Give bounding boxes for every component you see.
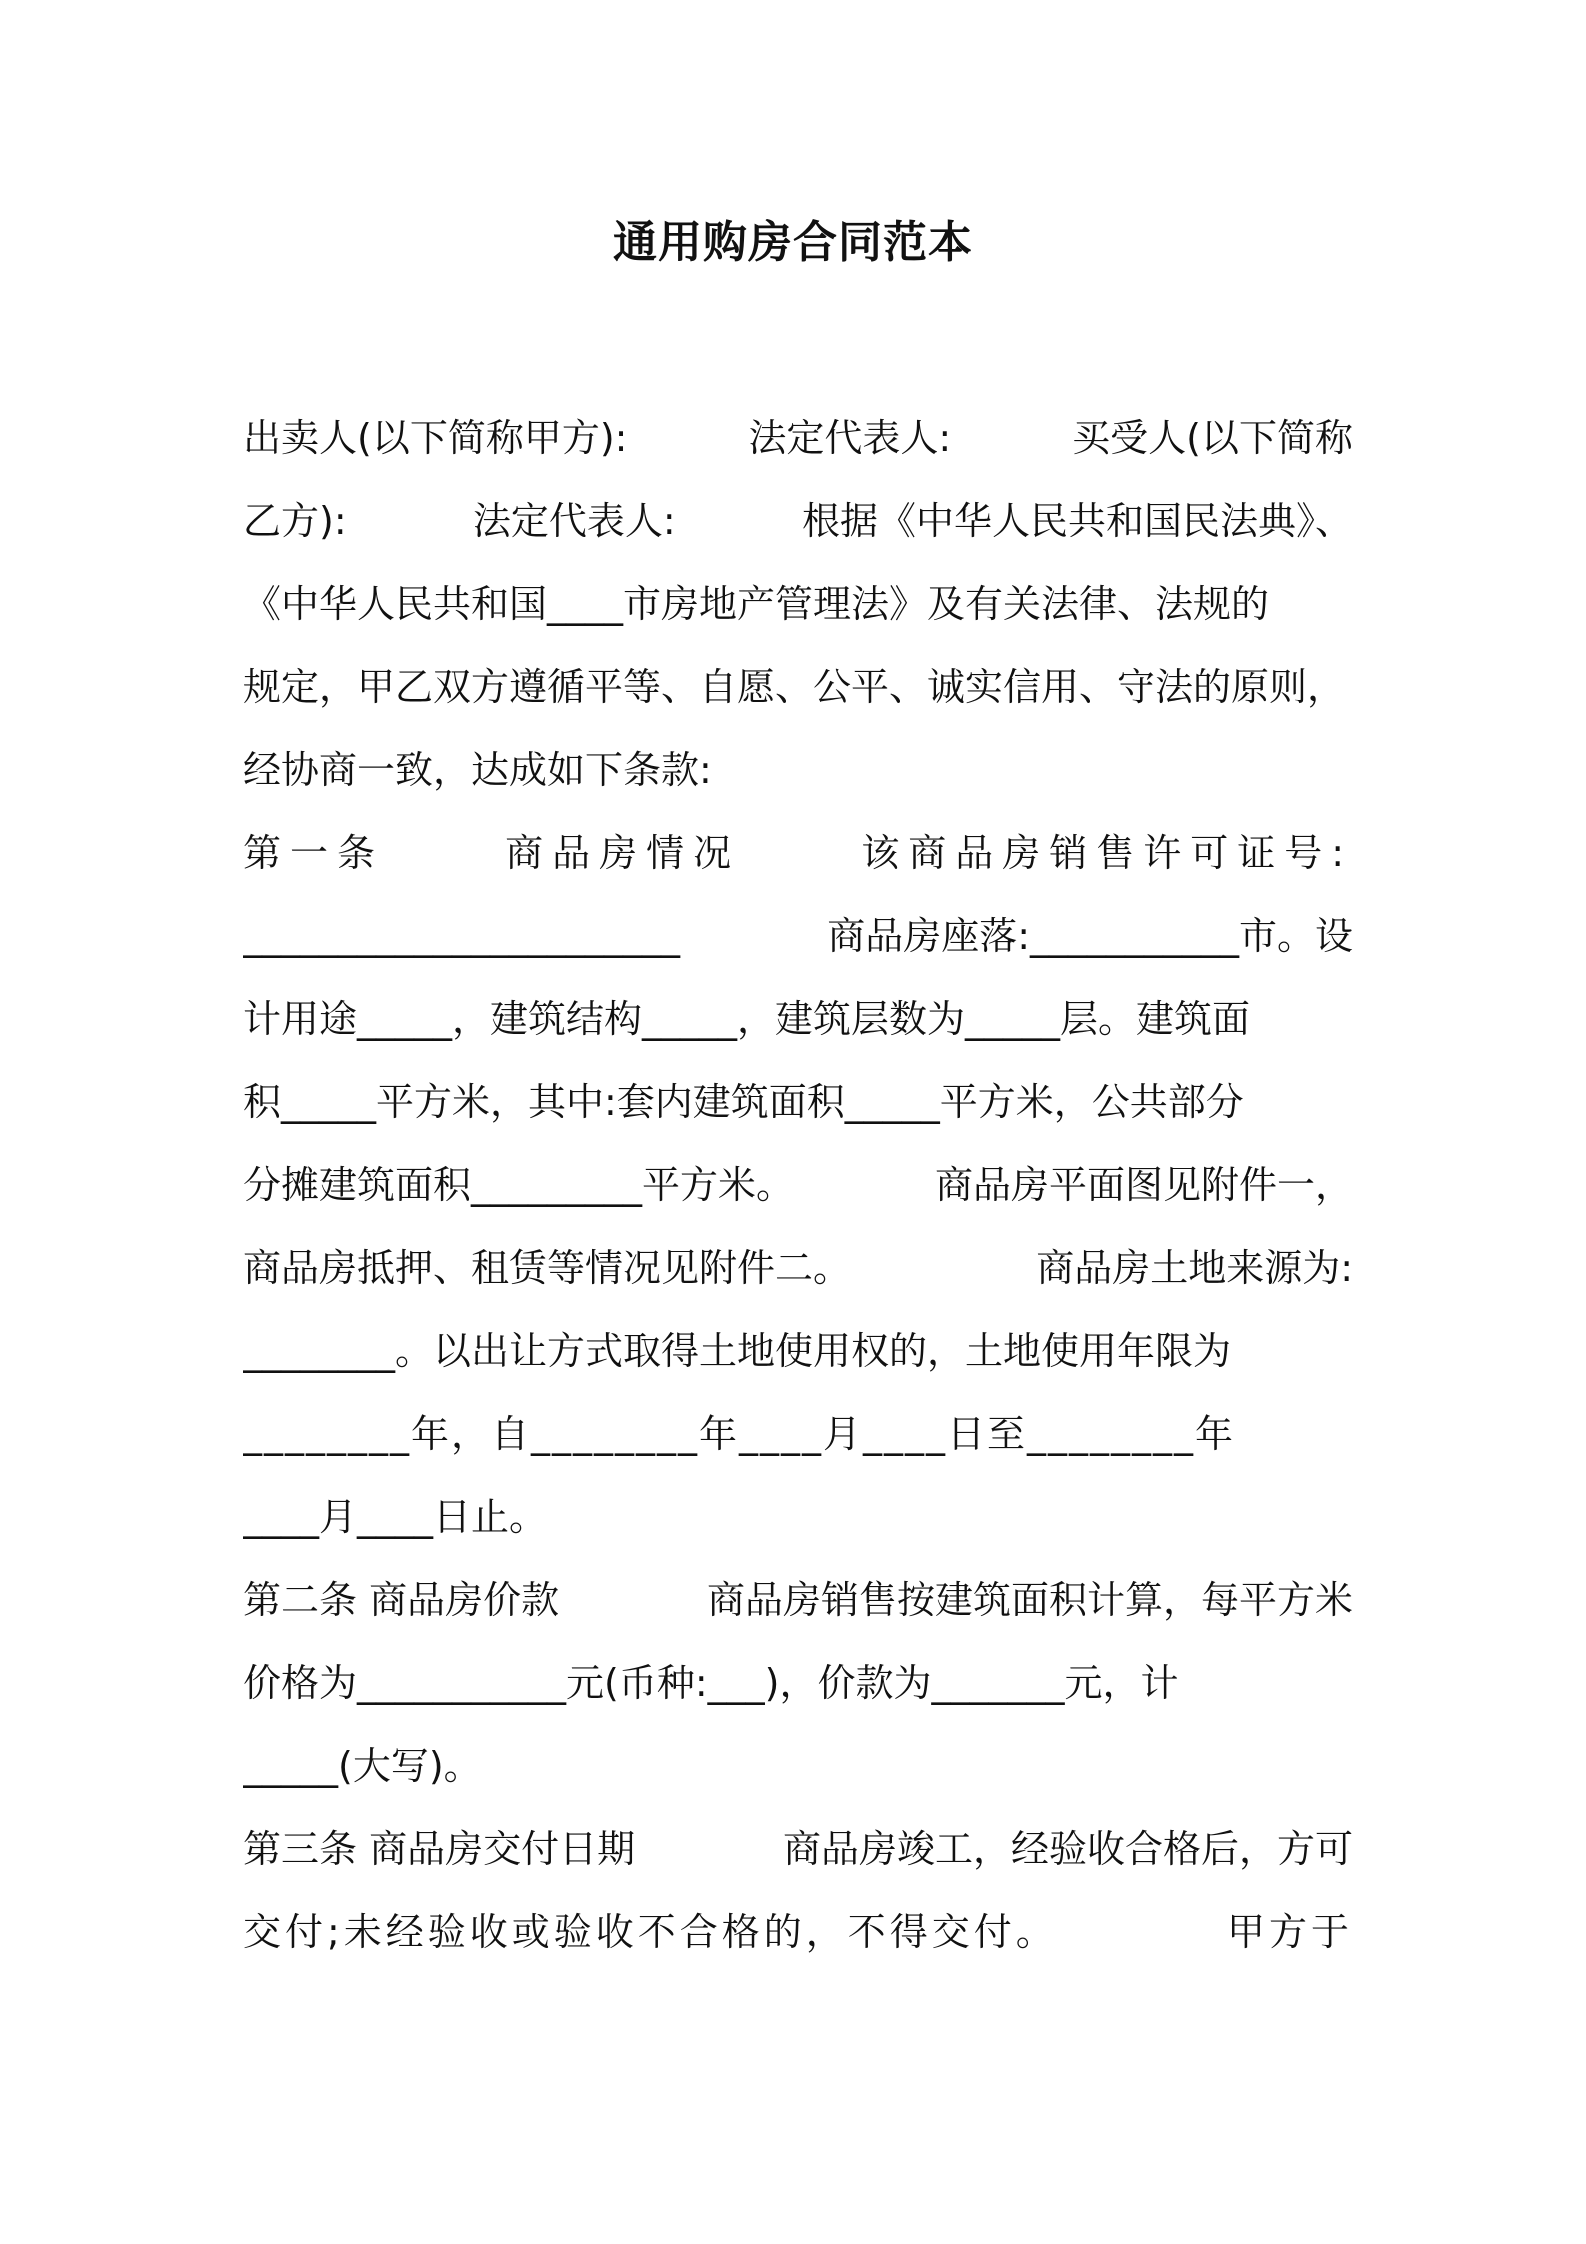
paragraph-text: _____(大写)。 [243,1744,482,1788]
buyer-rep-label: 法定代表人: [472,499,676,543]
article-1-heading: 商品房情况 [505,831,741,875]
paragraph-text: 《中华人民共和国____市房地产管理法》及有关法律、法规的 [243,582,1270,626]
paragraph-text: 积_____平方米，其中:套内建筑面积_____平方米，公共部分 [243,1080,1244,1124]
text-line-6 [243,823,1353,883]
text-line-3 [243,574,1353,634]
buyer-label-end: 乙方): [243,499,347,543]
article-3-heading: 第三条 商品房交付日期 [243,1827,636,1871]
buyer-label-start: 买受人(以下简称 [1072,416,1353,460]
text-line-16 [243,1653,1353,1713]
text-line-12 [243,1321,1353,1381]
paragraph-text: ____月____日止。 [243,1495,548,1539]
paragraph-text: 规定，甲乙双方遵循平等、自愿、公平、诚实信用、守法的原则， [243,665,1346,709]
text-line-2 [243,491,1353,551]
legal-basis-start: 根据《中华人民共和国民法典》、 [801,499,1353,543]
mortgage-text: 商品房抵押、租赁等情况见附件二。 [243,1246,852,1290]
text-line-9 [243,1072,1353,1132]
text-line-7 [243,906,1353,966]
paragraph-text: ________。以出让方式取得土地使用权的，土地使用年限为 [243,1329,1232,1373]
shared-area-text: 分摊建筑面积_________平方米。 [243,1163,795,1207]
license-number-blank: _______________________ [243,914,680,958]
price-text: 商品房销售按建筑面积计算，每平方米 [706,1578,1353,1622]
floor-plan-text: 商品房平面图见附件一， [934,1163,1353,1207]
article-2-heading: 第二条 商品房价款 [243,1578,560,1622]
text-line-8 [243,989,1353,1049]
text-line-5 [243,740,1353,800]
location-text: 商品房座落:___________市。设 [827,914,1353,958]
text-line-10 [243,1155,1353,1215]
text-line-4 [243,657,1353,717]
paragraph-text: 计用途_____，建筑结构_____，建筑层数为_____层。建筑面 [243,997,1251,1041]
text-line-19 [243,1902,1353,1962]
text-line-15 [243,1570,1353,1630]
text-line-17 [243,1736,1353,1796]
paragraph-text: ________年，自________年____月____日至________年 [243,1412,1236,1456]
text-line-1 [243,408,1353,468]
paragraph-text: 价格为___________元(币种:___)，价款为_______元，计 [243,1661,1179,1705]
text-line-11 [243,1238,1353,1298]
text-line-14 [243,1487,1353,1547]
paragraph-text: 经协商一致，达成如下条款: [243,748,712,792]
party-a-text: 甲方于 [1226,1910,1353,1954]
delivery-condition-text: 交付;未经验收或验收不合格的，不得交付。 [243,1910,1058,1954]
seller-label: 出卖人(以下简称甲方): [243,416,628,460]
article-1-number: 第一条 [243,831,385,875]
delivery-text: 商品房竣工，经验收合格后，方可 [782,1827,1353,1871]
text-line-18 [243,1819,1353,1879]
seller-rep-label: 法定代表人: [748,416,952,460]
document-title: 通用购房合同范本 [613,217,973,268]
license-number-label: 该商品房销售许可证号: [861,831,1353,875]
text-line-13 [243,1404,1353,1464]
land-source-label: 商品房土地来源为: [1036,1246,1353,1290]
